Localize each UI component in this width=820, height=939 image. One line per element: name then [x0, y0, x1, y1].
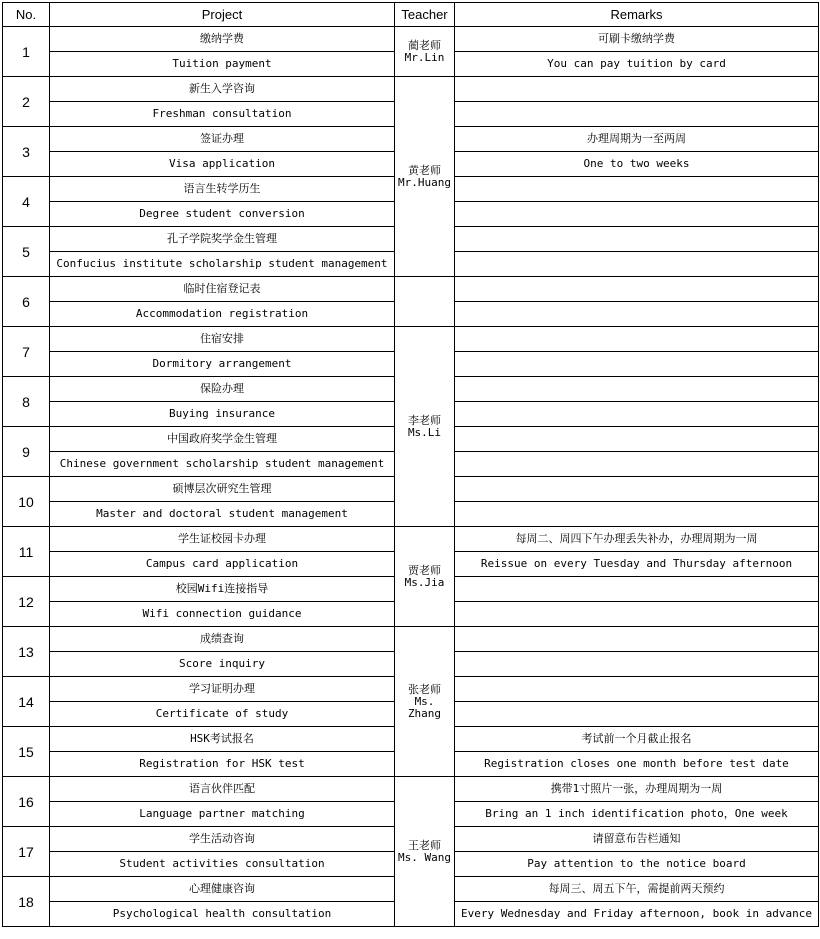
header-row	[3, 3, 819, 27]
remark-en	[455, 352, 819, 377]
remark-en: You can pay tuition by card	[455, 52, 819, 77]
teacher-name-en: Mr.Lin	[404, 50, 445, 64]
project-zh: 签证办理	[50, 127, 395, 152]
table-row	[3, 527, 819, 552]
project-zh: 校园Wifi连接指导	[50, 577, 395, 602]
project-en: Wifi connection guidance	[50, 602, 395, 627]
project-zh: 住宿安排	[50, 327, 395, 352]
project-en: Score inquiry	[50, 652, 395, 677]
project-zh: HSK考试报名	[50, 727, 395, 752]
teacher-cell	[395, 777, 455, 927]
header-no: No.	[3, 3, 50, 27]
project-en: Certificate of study	[50, 702, 395, 727]
teacher-cell	[395, 627, 455, 777]
remark-zh	[455, 427, 819, 452]
teacher-name-en: Ms.Jia	[404, 575, 445, 589]
table-row	[3, 277, 819, 302]
row-number: 18	[3, 877, 50, 927]
remark-en	[455, 502, 819, 527]
teacher-cell	[395, 77, 455, 277]
header-teacher: Teacher	[395, 3, 455, 27]
project-en: Freshman consultation	[50, 102, 395, 127]
row-number: 7	[3, 327, 50, 377]
row-number: 8	[3, 377, 50, 427]
remark-en: Pay attention to the notice board	[455, 852, 819, 877]
table-row	[3, 627, 819, 652]
teacher-cell	[395, 327, 455, 527]
teacher-name-zh: 黄老师	[408, 163, 441, 177]
remark-en: Every Wednesday and Friday afternoon, book in advance	[455, 902, 819, 927]
remark-zh	[455, 677, 819, 702]
remark-zh	[455, 227, 819, 252]
project-en: Student activities consultation	[50, 852, 395, 877]
project-en: Language partner matching	[50, 802, 395, 827]
remark-zh: 每周三、周五下午，需提前两天预约	[455, 877, 819, 902]
remark-zh: 请留意布告栏通知	[455, 827, 819, 852]
remark-en: One to two weeks	[455, 152, 819, 177]
table-body	[3, 27, 819, 927]
project-en: Confucius institute scholarship student management	[50, 252, 395, 277]
project-zh: 学习证明办理	[50, 677, 395, 702]
project-en: Degree student conversion	[50, 202, 395, 227]
teacher-name-zh: 张老师	[408, 682, 441, 696]
project-en: Visa application	[50, 152, 395, 177]
table-row	[3, 77, 819, 102]
remark-zh	[455, 177, 819, 202]
project-zh: 语言伙伴匹配	[50, 777, 395, 802]
remark-en	[455, 402, 819, 427]
header-project: Project	[50, 3, 395, 27]
row-number: 3	[3, 127, 50, 177]
row-number: 9	[3, 427, 50, 477]
row-number: 16	[3, 777, 50, 827]
row-number: 12	[3, 577, 50, 627]
remark-zh	[455, 577, 819, 602]
teacher-cell	[395, 277, 455, 327]
remark-zh	[455, 477, 819, 502]
teacher-name-en: Ms. Zhang	[407, 694, 442, 720]
row-number: 10	[3, 477, 50, 527]
project-en: Accommodation registration	[50, 302, 395, 327]
table-row	[3, 327, 819, 352]
project-en: Psychological health consultation	[50, 902, 395, 927]
project-en: Dormitory arrangement	[50, 352, 395, 377]
project-zh: 学生证校园卡办理	[50, 527, 395, 552]
project-zh: 新生入学咨询	[50, 77, 395, 102]
project-zh: 缴纳学费	[50, 27, 395, 52]
row-number: 11	[3, 527, 50, 577]
remark-en: Reissue on every Tuesday and Thursday afternoon	[455, 552, 819, 577]
remark-en	[455, 652, 819, 677]
remark-zh: 携带1寸照片一张，办理周期为一周	[455, 777, 819, 802]
remark-en	[455, 452, 819, 477]
remark-zh: 可刷卡缴纳学费	[455, 27, 819, 52]
project-en: Master and doctoral student management	[50, 502, 395, 527]
teacher-name-zh: 李老师	[408, 413, 441, 427]
row-number: 17	[3, 827, 50, 877]
remark-zh	[455, 377, 819, 402]
row-number: 13	[3, 627, 50, 677]
project-zh: 心理健康咨询	[50, 877, 395, 902]
project-en: Buying insurance	[50, 402, 395, 427]
row-number: 15	[3, 727, 50, 777]
project-zh: 成绩查询	[50, 627, 395, 652]
row-number: 2	[3, 77, 50, 127]
remark-en	[455, 102, 819, 127]
project-en: Campus card application	[50, 552, 395, 577]
row-number: 5	[3, 227, 50, 277]
teacher-cell	[395, 27, 455, 77]
project-en: Registration for HSK test	[50, 752, 395, 777]
header-remarks: Remarks	[455, 3, 819, 27]
remark-en: Registration closes one month before test date	[455, 752, 819, 777]
remark-en	[455, 702, 819, 727]
remark-en	[455, 202, 819, 227]
remark-en	[455, 252, 819, 277]
teacher-name-en: Ms.Li	[407, 425, 442, 439]
project-zh: 语言生转学历生	[50, 177, 395, 202]
teacher-cell	[395, 527, 455, 627]
remark-zh: 每周二、周四下午办理丢失补办，办理周期为一周	[455, 527, 819, 552]
project-en: Tuition payment	[50, 52, 395, 77]
remark-zh: 办理周期为一至两周	[455, 127, 819, 152]
project-en: Chinese government scholarship student management	[50, 452, 395, 477]
teacher-name-zh: 王老师	[408, 838, 441, 852]
remark-zh	[455, 327, 819, 352]
row-number: 4	[3, 177, 50, 227]
table-row	[3, 777, 819, 802]
row-number: 6	[3, 277, 50, 327]
remark-zh	[455, 77, 819, 102]
remark-en	[455, 302, 819, 327]
remark-zh	[455, 277, 819, 302]
teacher-name-zh: 蔺老师	[408, 38, 441, 52]
remark-zh: 考试前一个月截止报名	[455, 727, 819, 752]
table-row	[3, 27, 819, 52]
remark-zh	[455, 627, 819, 652]
project-zh: 孔子学院奖学金生管理	[50, 227, 395, 252]
teacher-name-zh: 贾老师	[408, 563, 441, 577]
teacher-name-en: Mr.Huang	[398, 175, 451, 189]
project-zh: 保险办理	[50, 377, 395, 402]
project-zh: 硕博层次研究生管理	[50, 477, 395, 502]
service-table	[2, 2, 819, 927]
project-zh: 中国政府奖学金生管理	[50, 427, 395, 452]
project-zh: 临时住宿登记表	[50, 277, 395, 302]
row-number: 1	[3, 27, 50, 77]
project-zh: 学生活动咨询	[50, 827, 395, 852]
teacher-name-en: Ms. Wang	[398, 850, 451, 864]
row-number: 14	[3, 677, 50, 727]
remark-en	[455, 602, 819, 627]
remark-en: Bring an 1 inch identification photo，One week	[455, 802, 819, 827]
